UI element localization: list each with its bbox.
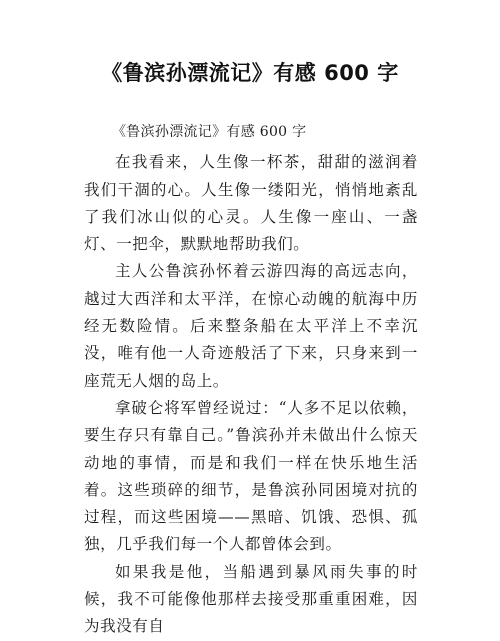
paragraph: 拿破仑将军曾经说过：“人多不足以依赖，要生存只有靠自己。”鲁滨孙并未做出什么惊天动地的事情，而是和我们一样在快乐地生活着。这些琐碎的细节，是鲁滨孙同困境对抗的过程，而这些困境——黑暗、饥饿、恐惧、孤独，几乎我们每一个人都曾体会到。 [84, 398, 418, 554]
paragraph: 在我看来，人生像一杯茶，甜甜的滋润着我们干涸的心。人生像一缕阳光，悄悄地紊乱了我们冰山似的心灵。人生像一座山、一盏灯、一把伞，默默地帮助我们。 [84, 153, 418, 254]
paragraph: 主人公鲁滨孙怀着云游四海的高远志向，越过大西洋和太平洋，在惊心动魄的航海中历经无数险情。后来整条船在太平洋上不幸沉没，唯有他一人奇迹般活了下来，只身来到一座荒无人烟的岛上。 [84, 262, 418, 390]
paragraph: 如果我是他，当船遇到暴风雨失事的时候，我不可能像他那样去接受那重重困难，因为我没有自 [84, 562, 418, 636]
document-subtitle: 《鲁滨孙漂流记》有感 600 字 [112, 124, 307, 140]
document-title: 《鲁滨孙漂流记》有感 600 字 [101, 61, 399, 85]
document-body [84, 119, 418, 641]
